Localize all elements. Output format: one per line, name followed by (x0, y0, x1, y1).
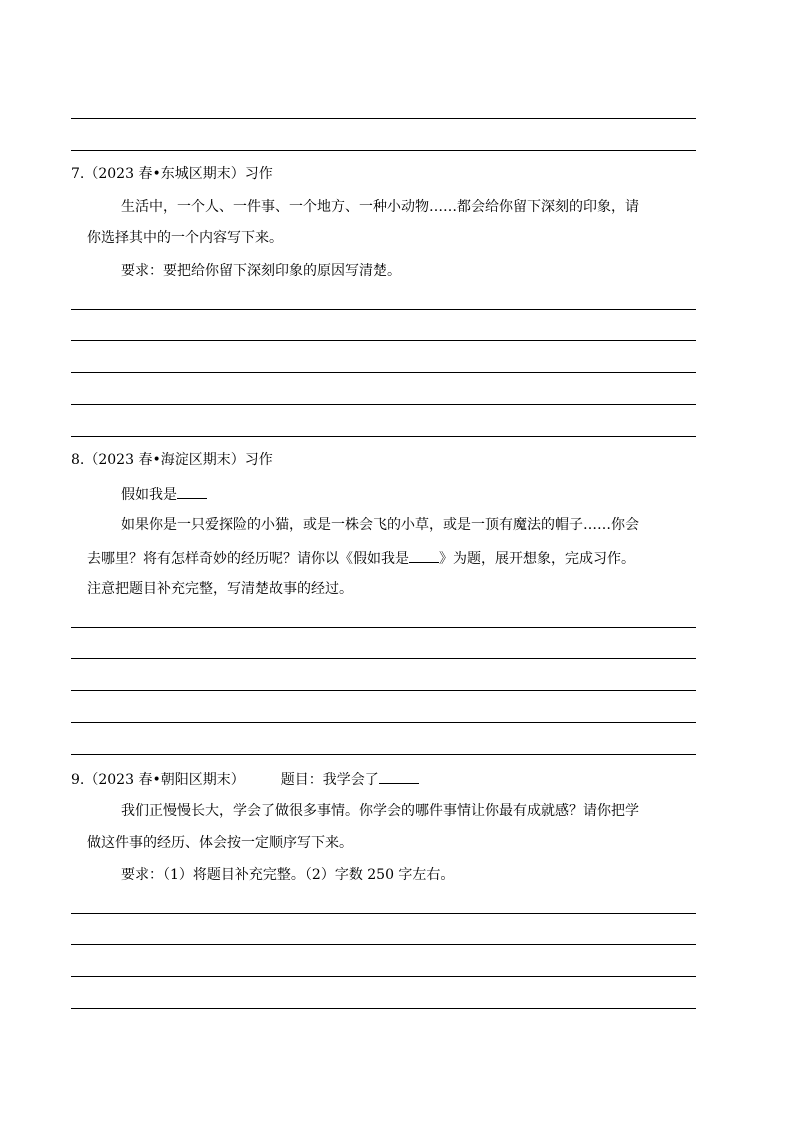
writing-line (71, 722, 696, 723)
writing-line (71, 1008, 696, 1009)
writing-line (71, 627, 696, 628)
question-source: （2023 春•海淀区期末） (84, 452, 245, 468)
question-source: （2023 春•朝阳区期末） (84, 772, 245, 788)
writing-line (71, 340, 696, 341)
question-number: 9. (71, 772, 85, 788)
writing-line (71, 754, 696, 755)
writing-line (71, 658, 696, 659)
title-blank (409, 548, 439, 563)
writing-line (71, 976, 696, 977)
title-blank (177, 484, 207, 499)
question-number: 7. (71, 166, 85, 182)
prompt-text-b: 》为题，展开想象，完成习作。 (439, 551, 635, 567)
writing-line (71, 404, 696, 405)
question-title-label: 题目：我学会了 (280, 772, 379, 788)
writing-line (71, 372, 696, 373)
question-8-title (87, 484, 207, 504)
question-9-prompt-line1: 我们正慢慢长大，学会了做很多事情。你学会的哪件事情让你最有成就感？请你把学 (121, 803, 639, 819)
question-9-requirement: 要求：（1）将题目补充完整。（2）字数 250 字左右。 (121, 867, 455, 883)
question-type: 习作 (244, 166, 273, 182)
question-8-prompt-line3: 注意把题目补充完整，写清楚故事的经过。 (87, 581, 353, 597)
question-7-prompt-line1: 生活中，一个人、一件事、一个地方、一种小动物……都会给你留下深刻的印象，请 (121, 199, 639, 215)
question-7-prompt-line2: 你选择其中的一个内容写下来。 (87, 230, 283, 246)
question-9-prompt-line2: 做这件事的经历、体会按一定顺序写下来。 (87, 835, 353, 851)
question-type: 习作 (244, 452, 273, 468)
question-7-requirement: 要求：要把给你留下深刻印象的原因写清楚。 (121, 263, 401, 279)
question-7-header (71, 165, 273, 183)
question-source: （2023 春•东城区期末） (84, 166, 245, 182)
writing-line (71, 150, 696, 151)
title-prefix: 假如我是 (121, 487, 177, 503)
question-8-prompt-line2 (87, 548, 635, 568)
title-blank (379, 769, 419, 784)
prompt-text-a: 去哪里？将有怎样奇妙的经历呢？请你以《假如我是 (87, 551, 409, 567)
writing-line (71, 944, 696, 945)
writing-line (71, 913, 696, 914)
writing-line (71, 118, 696, 119)
writing-line (71, 309, 696, 310)
question-8-header (71, 451, 273, 469)
writing-line (71, 436, 696, 437)
question-9-header (71, 769, 419, 789)
writing-line (71, 690, 696, 691)
question-number: 8. (71, 452, 85, 468)
question-8-prompt-line1: 如果你是一只爱探险的小猫，或是一株会飞的小草，或是一顶有魔法的帽子……你会 (121, 517, 639, 533)
